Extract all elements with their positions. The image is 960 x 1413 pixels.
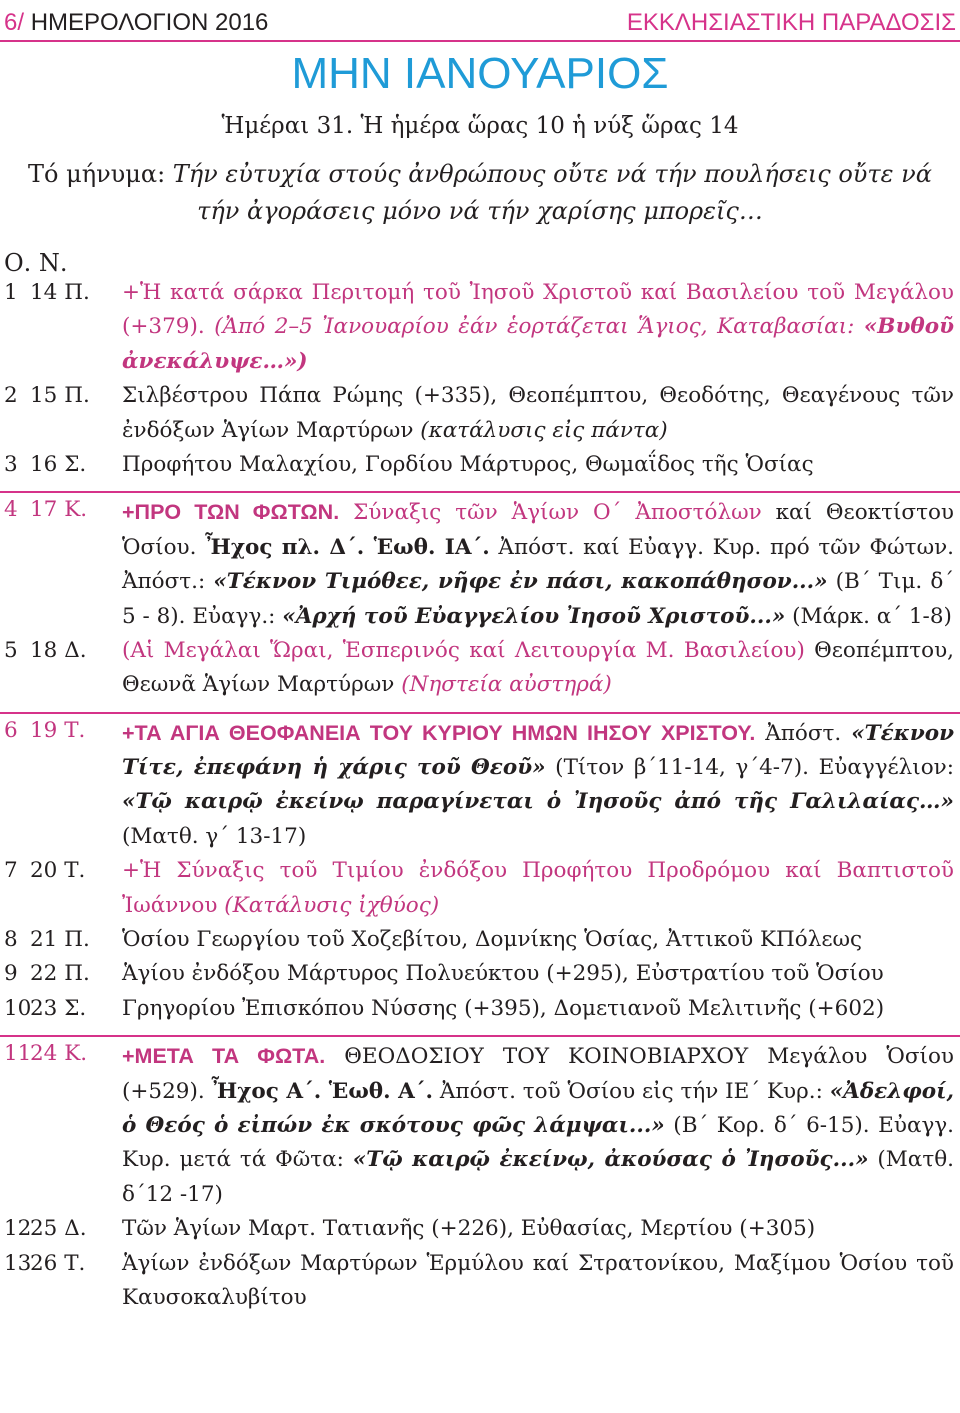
service-note: (Αἱ Μεγάλαι Ὥραι, Ἑσπερινός καί Λειτουργία Μ. Βασιλείου)	[122, 637, 805, 663]
saints-text: Γρηγορίου Ἐπισκόπου Νύσσης (+395), Δομετιανοῦ Μελιτινῆς (+602)	[122, 995, 885, 1021]
note-text: (Ἀπό 2–5 Ἰανουαρίου ἐάν ἑορτάζεται Ἅγιος, Καταβασίαι:	[214, 314, 864, 340]
feast-title: +ΜΕΤΑ ΤΑ ΦΩΤΑ.	[122, 1044, 326, 1069]
epistle-quote: «Τέκνον Τιμόθεε, νῆφε ἐν πάσι, κακοπάθησον...»	[213, 569, 828, 595]
tone-text: Ἦχος πλ. Δ΄. Ἑωθ. ΙΑ΄.	[205, 534, 490, 560]
day-entry	[0, 1247, 960, 1316]
day-number: 5	[4, 637, 18, 663]
header-left	[4, 4, 268, 42]
saints-text: Ἁγίου ἐνδόξου Μάρτυρος Πολυεύκτου (+295), Εὐστρατίου τοῦ Ὁσίου	[122, 961, 884, 987]
synaxis-text: Σύναξις τῶν Ἁγίων Ο΄ Ἀποστόλων	[339, 500, 762, 526]
saints-text: Ὁσίου Γεωργίου τοῦ Χοζεβίτου, Δομνίκης Ὁσίας, Ἀττικοῦ ΚΠόλεως	[122, 927, 863, 953]
tone-text: Ἦχος Α΄. Ἑωθ. Α΄.	[211, 1078, 434, 1104]
reading-ref: (Β΄ Κορ. δ΄ 6-15). Εὐαγγ. Κυρ. μετά τά Φῶτα:	[122, 1112, 954, 1173]
day-entry	[0, 276, 960, 379]
gospel-quote: «Ἀρχή τοῦ Εὐαγγελίου Ἰησοῦ Χριστοῦ...»	[282, 603, 786, 629]
day-date: 26 Τ.	[30, 1250, 86, 1276]
month-days-info: Ἡμέραι 31. Ἡ ἡμέρα ὥρας 10 ἡ νύξ ὥρας 14	[221, 113, 739, 139]
fasting-note: (κατάλυσις εἰς πάντα)	[420, 417, 668, 443]
epistle-quote: «Τέκνον Τίτε, ἐπεφάνη ἡ χάρις τοῦ Θεοῦ»	[122, 720, 954, 781]
saints-text: Ἁγίων ἐνδόξων Μαρτύρων Ἑρμύλου καί Στρατονίκου, Μαξίμου Ὁσίου τοῦ Καυσοκαλυβίτου	[122, 1250, 954, 1310]
reading-text: Ἀπόστ.	[755, 720, 852, 746]
day-date: 20 Τ.	[30, 858, 86, 884]
day-date: 21 Π.	[30, 927, 90, 953]
day-date: 23 Σ.	[30, 995, 87, 1021]
gospel-quote: «Τῷ καιρῷ ἐκείνῳ, ἀκούσας ὁ Ἰησοῦς...»	[352, 1147, 869, 1173]
day-number: 13	[4, 1250, 32, 1276]
saints-text: Τῶν Ἁγίων Μαρτ. Τατιανῆς (+226), Εὐθασίας, Μερτίου (+305)	[122, 1216, 816, 1242]
day-date: 16 Σ.	[30, 451, 87, 477]
feast-title: +ΤΑ ΑΓΙΑ ΘΕΟΦΑΝΕΙΑ ΤΟΥ ΚΥΡΙΟΥ ΗΜΩΝ ΙΗΣΟΥ ΧΡΙΣΤΟΥ.	[122, 720, 756, 745]
month-title: ΜΗΝ ΙΑΝΟΥΑΡΙΟΣ	[291, 49, 669, 98]
feast-text: +Ἡ κατά σάρκα Περιτομή τοῦ Ἰησοῦ Χριστοῦ καί Βασιλείου τοῦ Μεγάλου (+379).	[122, 280, 954, 340]
day-number: 10	[4, 995, 32, 1021]
reading-ref: (Τίτον β΄11-14, γ΄4-7). Εὐαγγέλιον:	[545, 755, 954, 781]
day-entry	[0, 854, 960, 923]
epistle-quote: «Ἀδελφοί, ὁ Θεός ὁ εἰπών ἐκ σκότους φῶς λάμψαι...»	[122, 1078, 954, 1138]
gospel-ref: (Μάρκ. α΄ 1-8)	[785, 603, 952, 629]
day-entries	[0, 276, 960, 1315]
day-entry	[0, 992, 960, 1026]
day-entry	[0, 957, 960, 991]
message-text: Τήν εὐτυχία στούς ἀνθρώπους οὔτε νά τήν πουλήσεις οὔτε νά τήν ἀγοράσεις μόνο νά τήν χαρίσης μπορεῖς…	[172, 160, 932, 226]
day-entry	[0, 923, 960, 957]
day-entry	[0, 448, 960, 482]
day-number: 9	[4, 961, 18, 987]
day-date: 14 Π.	[30, 280, 90, 305]
saints-text: καί Θεοκτίστου Ὁσίου.	[122, 500, 954, 560]
day-entry	[0, 712, 960, 855]
day-number: 11	[4, 1041, 32, 1067]
fasting-note: (Κατάλυσις ἰχθύος)	[224, 892, 440, 918]
day-number: 3	[4, 451, 18, 477]
day-entry	[0, 379, 960, 448]
day-number: 2	[4, 383, 18, 409]
day-date: 18 Δ.	[30, 637, 87, 663]
reading-ref: (Β΄ Τιμ. δ΄ 5 - 8). Εὐαγγ.:	[122, 569, 955, 629]
message-label: Τό μήνυμα:	[28, 160, 173, 188]
day-date: 15 Π.	[30, 383, 90, 409]
day-date: 22 Π.	[30, 961, 90, 987]
hymn-text: «Βυθοῦ ἀνεκάλυψε…»)	[122, 314, 954, 374]
saints-text: Προφήτου Μαλαχίου, Γορδίου Μάρτυρος, Θωμαΐδος τῆς Ὁσίας	[122, 451, 814, 477]
day-number: 8	[4, 927, 18, 953]
feast-text: +Ἡ Σύναξις τοῦ Τιμίου ἐνδόξου Προφήτου Προδρόμου καί Βαπτιστοῦ Ἰωάννου	[122, 858, 954, 918]
gospel-ref: (Ματθ. γ΄ 13-17)	[122, 823, 307, 849]
saints-text: Σιλβέστρου Πάπα Ρώμης (+335), Θεοπέμπτου, Θεοδότης, Θεαγένους τῶν ἐνδόξων Ἁγίων Μαρτύρων	[122, 383, 954, 443]
day-number: 7	[4, 858, 18, 884]
saints-text: ΘΕΟΔΟΣΙΟΥ ΤΟΥ ΚΟΙΝΟΒΙΑΡΧΟΥ Μεγάλου Ὁσίου (+529).	[122, 1044, 954, 1104]
month-message	[20, 156, 940, 230]
day-date: 17 Κ.	[30, 497, 88, 523]
reading-text: Ἀπόστ. τοῦ Ὁσίου εἰς τήν ΙΕ΄ Κυρ.:	[433, 1078, 830, 1104]
day-date: 24 Κ.	[30, 1041, 88, 1067]
day-entry	[0, 1035, 960, 1212]
feast-title: +ΠΡΟ ΤΩΝ ΦΩΤΩΝ.	[122, 500, 340, 525]
gospel-ref: (Ματθ. δ΄12 -17)	[122, 1147, 954, 1207]
gospel-quote: «Τῷ καιρῷ ἐκείνῳ παραγίνεται ὁ Ἰησοῦς ἀπό τῆς Γαλιλαίας…»	[122, 789, 954, 815]
day-date: 25 Δ.	[30, 1216, 87, 1242]
reading-text: Ἀπόστ. καί Εὐαγγ. Κυρ. πρό τῶν Φώτων. Ἀπόστ.:	[122, 534, 955, 595]
publisher-title: ΕΚΚΛΗΣΙΑΣΤΙΚΗ ΠΑΡΑΔΟΣΙΣ	[626, 9, 956, 36]
day-number: 4	[4, 497, 18, 523]
day-entry	[0, 491, 960, 634]
page-header	[0, 0, 960, 42]
day-number: 1	[4, 280, 18, 305]
day-number: 6	[4, 717, 18, 743]
day-number: 12	[4, 1216, 32, 1242]
message-signature: Ο. Ν.	[4, 249, 68, 277]
fasting-note: (Νηστεία αὐστηρά)	[401, 672, 612, 698]
page-number: 6/	[4, 9, 25, 36]
day-entry	[0, 634, 960, 703]
calendar-title: ΗΜΕΡΟΛΟΓΙΟΝ 2016	[30, 9, 269, 36]
day-entry	[0, 1212, 960, 1246]
day-date: 19 Τ.	[30, 717, 86, 743]
saints-text: Θεοπέμπτου, Θεωνᾶ Ἁγίων Μαρτύρων	[122, 637, 954, 698]
